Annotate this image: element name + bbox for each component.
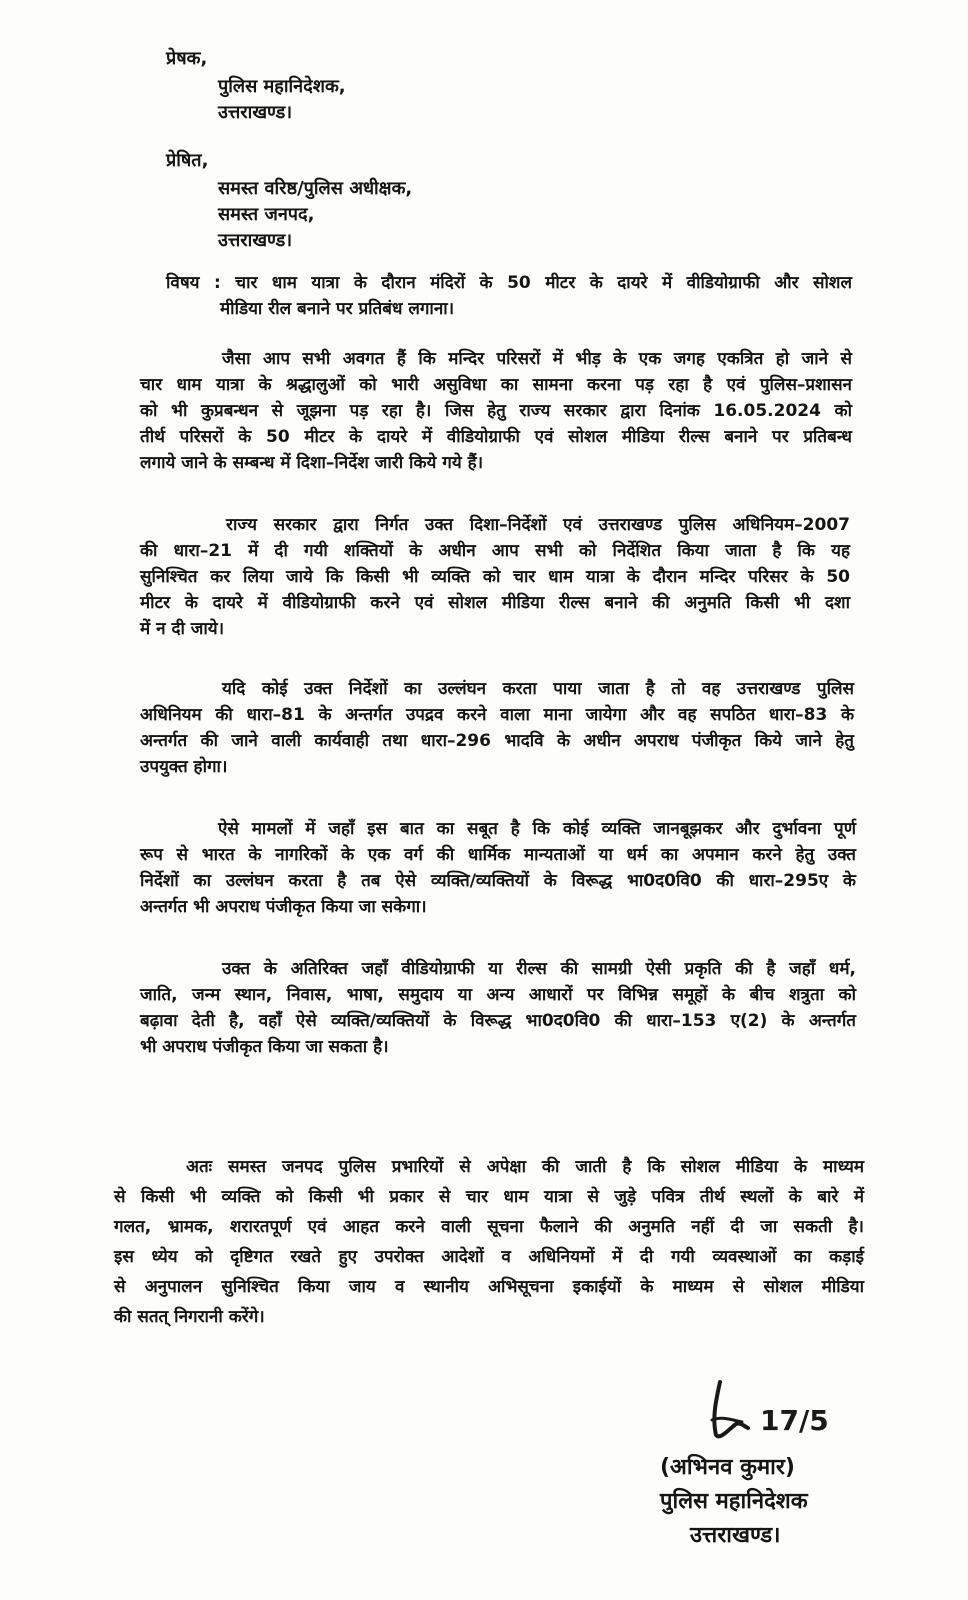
recipient-designation: समस्त वरिष्ठ/पुलिस अधीक्षक,	[218, 178, 413, 199]
paragraph-line: लगाये जाने के सम्बन्ध में दिशा–निर्देश जारी किये गये हैं।	[140, 453, 484, 473]
paragraph-line: जाति, जन्म स्थान, निवास, भाषा, समुदाय या अन्य आधारों पर विभिन्न समूहों के बीच शत्रुता को	[140, 985, 856, 1005]
subject-line-1: विषय : चार धाम यात्रा के दौरान मंदिरों के 50 मीटर के दायरे में वीडियोग्राफी और सोशल	[166, 273, 852, 293]
paragraph-line: उक्त के अतिरिक्त जहाँ वीडियोग्राफी या रील्स की सामग्री ऐसी प्रकृति की है जहाँ धर्म,	[222, 959, 856, 979]
paragraph-line: अन्तर्गत की जाने वाली कार्यवाही तथा धारा–296 भादवि के अधीन अपराध पंजीकृत किये जाने हेतु	[140, 731, 854, 751]
paragraph-line: ऐसे मामलों में जहाँ इस बात का सबूत है कि कोई व्यक्ति जानबूझकर और दुर्भावना पूर्ण	[218, 819, 856, 839]
paragraph-line: जैसा आप सभी अवगत हैं कि मन्दिर परिसरों में भीड़ के एक जगह एकत्रित हो जाने से	[222, 349, 852, 369]
paragraph-line: चार धाम यात्रा के श्रद्धालुओं को भारी असुविधा का सामना करना पड़ रहा है एवं पुलिस–प्रशासन	[140, 375, 852, 395]
paragraph-line: गलत, भ्रामक, शरारतपूर्ण एवं आहत करने वाली सूचना फैलाने की अनुमति नहीं दी जा सकती है।	[114, 1217, 864, 1237]
recipient-label: प्रेषित,	[166, 150, 209, 171]
paragraph-line: में न दी जाये।	[140, 619, 225, 639]
paragraph-line: भी अपराध पंजीकृत किया जा सकता है।	[140, 1037, 389, 1057]
sender-label: प्रेषक,	[166, 48, 208, 69]
paragraph-line: सुनिश्चित कर लिया जाये कि किसी भी व्यक्ति को चार धाम यात्रा के दौरान मन्दिर परिसर के 50	[140, 567, 850, 587]
paragraph-line: यदि कोई उक्त निर्देशों का उल्लंघन करता पाया जाता है तो वह उत्तराखण्ड पुलिस	[222, 679, 854, 699]
paragraph-line: राज्य सरकार द्वारा निर्गत उक्त दिशा–निर्देशों एवं उत्तराखण्ड पुलिस अधिनियम–2007	[226, 515, 850, 535]
sender-designation: पुलिस महानिदेशक,	[218, 76, 346, 97]
recipient-state: उत्तराखण्ड।	[218, 230, 293, 251]
sender-state: उत्तराखण्ड।	[218, 102, 293, 123]
paragraph-line: से किसी भी व्यक्ति को किसी भी प्रकार से चार धाम यात्रा से जुड़े पवित्र तीर्थ स्थलों के बारे में	[114, 1187, 864, 1207]
paragraph-line: इस ध्येय को दृष्टिगत रखते हुए उपरोक्त आदेशों व अधिनियमों में दी गयी व्यवस्थाओं का कड़ाई	[114, 1247, 864, 1267]
signatory-title: पुलिस महानिदेशक	[660, 1489, 808, 1514]
paragraph-line: अधिनियम की धारा–81 के अन्तर्गत उपद्रव करने वाला माना जायेगा और वह सपठित धारा–83 के	[140, 705, 854, 725]
signatory-name: (अभिनव कुमार)	[660, 1455, 795, 1480]
paragraph-line: मीटर के दायरे में वीडियोग्राफी करने एवं सोशल मीडिया रील्स बनाने की अनुमति किसी भी दशा	[140, 593, 850, 613]
subject-line-2: मीडिया रील बनाने पर प्रतिबंध लगाना।	[220, 299, 455, 319]
signatory-state: उत्तराखण्ड।	[690, 1523, 781, 1548]
paragraph-line: से अनुपालन सुनिश्चित किया जाय व स्थानीय अभिसूचना इकाईयों के माध्यम से सोशल मीडिया	[114, 1277, 864, 1297]
paragraph-line: उपयुक्त होगा।	[140, 757, 228, 777]
handwritten-signature	[698, 1380, 838, 1450]
paragraph-line: की धारा–21 में दी गयी शक्तियों के अधीन आप सभी को निर्देशित किया जाता है कि यह	[140, 541, 850, 561]
signature-date: 17/5	[760, 1404, 829, 1437]
paragraph-line: बढ़ावा देती है, वहाँ ऐसे व्यक्ति/व्यक्तियों के विरूद्ध भा0द0वि0 की धारा–153 ए(2) के अन्तर्गत	[140, 1011, 856, 1031]
paragraph-line: को भी कुप्रबन्धन से जूझना पड़ रहा है। जिस हेतु राज्य सरकार द्वारा दिनांक 16.05.2024 को	[140, 401, 852, 421]
paragraph-line: की सतत् निगरानी करेंगे।	[114, 1307, 265, 1327]
paragraph-line: अन्तर्गत भी अपराध पंजीकृत किया जा सकेगा।	[140, 897, 427, 917]
paragraph-line: तीर्थ परिसरों के 50 मीटर के दायरे में वीडियोग्राफी एवं सोशल मीडिया रील्स बनाने पर प्रतिबन्ध	[140, 427, 852, 447]
recipient-district: समस्त जनपद,	[218, 204, 315, 225]
paragraph-line: निर्देशों का उल्लंघन करता है तब ऐसे व्यक्ति/व्यक्तियों के विरूद्ध भा0द0वि0 की धारा–295ए के	[140, 871, 856, 891]
paragraph-line: अतः समस्त जनपद पुलिस प्रभारियों से अपेक्षा की जाती है कि सोशल मीडिया के माध्यम	[186, 1157, 864, 1177]
paragraph-line: रूप से भारत के नागरिकों के एक वर्ग की धार्मिक मान्यताओं या धर्म का अपमान करने हेतु उक्त	[140, 845, 856, 865]
